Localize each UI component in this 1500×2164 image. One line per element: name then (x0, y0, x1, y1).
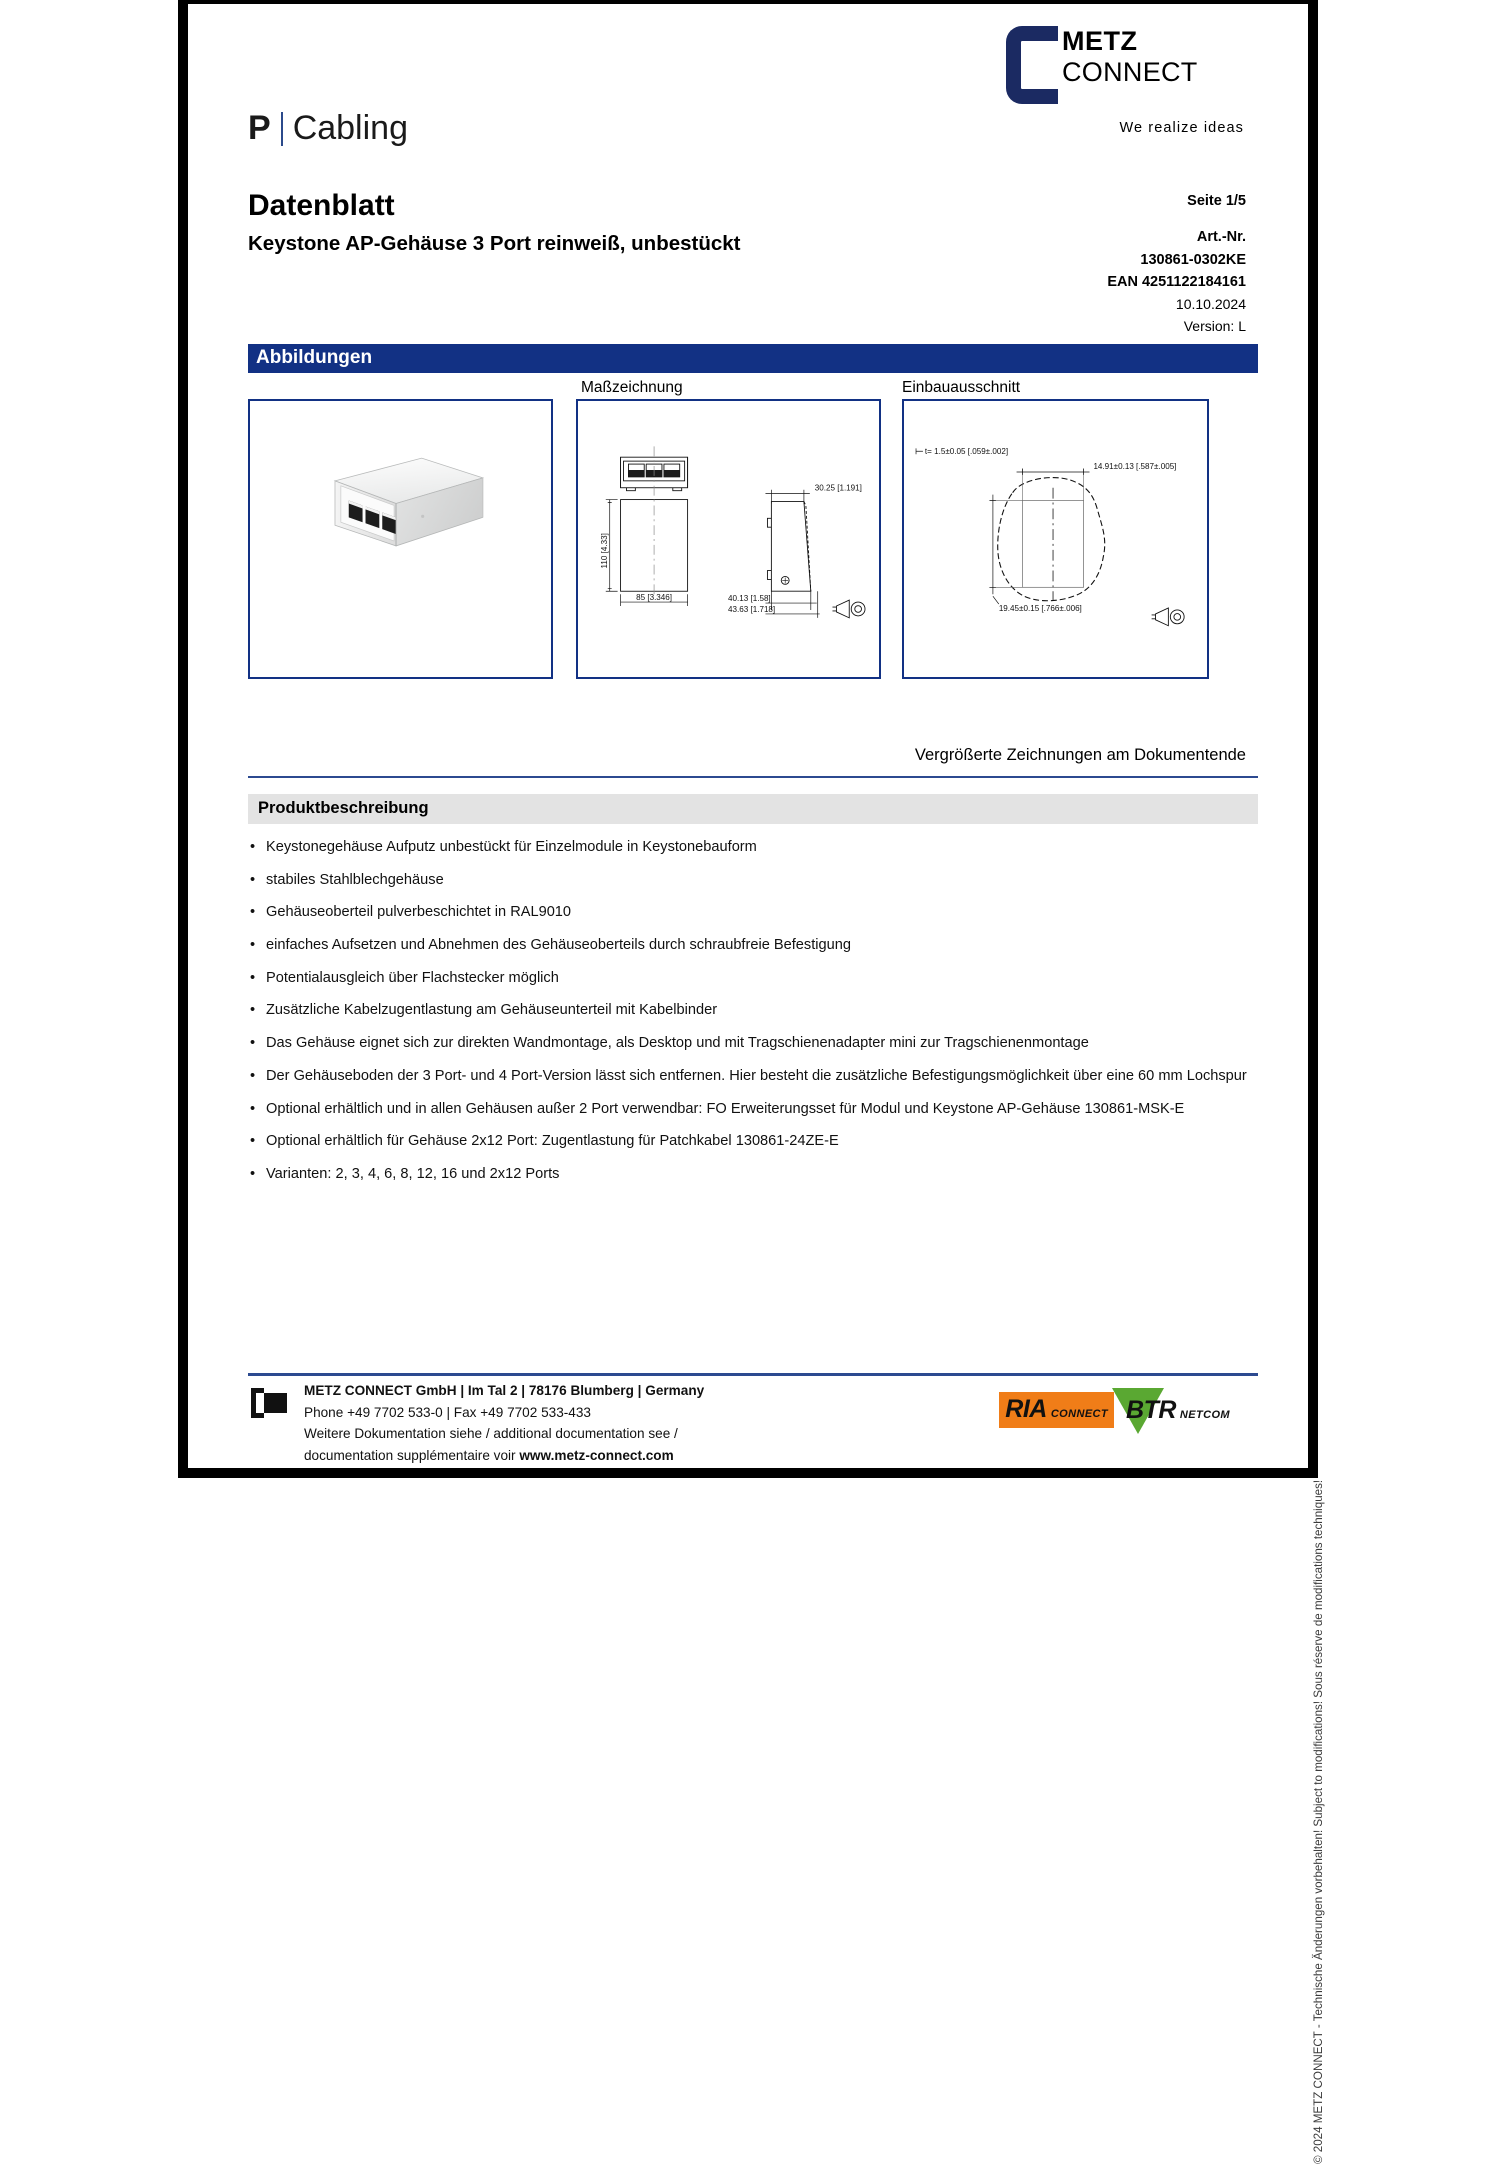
list-item (250, 1100, 1260, 1120)
list-item (250, 1132, 1260, 1152)
product-line-divider (281, 112, 283, 146)
dim-cutout-height-label: 19.45±0.15 [.766±.006] (998, 603, 1082, 613)
bullet-marker: • (250, 1035, 256, 1052)
page-sheet (188, 4, 1325, 2164)
bullet-marker: • (250, 1002, 256, 1019)
logo-c-mark (1006, 26, 1058, 104)
page-subtitle: Keystone AP-Gehäuse 3 Port reinweiß, unbestückt (248, 232, 741, 255)
datasheet-page (178, 0, 1325, 2164)
footer-website-link[interactable]: www.metz-connect.com (519, 1447, 674, 1463)
footer-company-line: METZ CONNECT GmbH | Im Tal 2 | 78176 Blumberg | Germany (304, 1383, 705, 1399)
product-line-letter: P (248, 109, 271, 147)
page-number-label: Seite 1/5 (1187, 193, 1246, 209)
figure-product-photo (248, 399, 553, 679)
dim-width-label: 85 [3.346] (636, 593, 673, 603)
list-item (250, 838, 1260, 858)
bullet-marker: • (250, 904, 256, 921)
bullet-marker: • (250, 969, 256, 986)
footer-phone-line: Phone +49 7702 533-0 | Fax +49 7702 533-433 (304, 1404, 591, 1420)
btr-logo-text: BTR (1126, 1395, 1176, 1424)
product-line-name: Cabling (292, 109, 408, 147)
divider-blue (248, 776, 1258, 778)
document-meta (1107, 190, 1246, 337)
figure-cutout-drawing (902, 399, 1209, 679)
footer-docs-prefix: documentation supplémentaire voir (304, 1447, 520, 1463)
bullet-marker: • (250, 871, 256, 888)
bullet-marker: • (250, 1133, 256, 1150)
dim-thickness-label: t= 1.5±0.05 [.059±.002] (924, 447, 1009, 457)
bullet-text: Varianten: 2, 3, 4, 6, 8, 12, 16 und 2x12 Ports (266, 1165, 560, 1182)
page-title: Datenblatt (248, 189, 395, 222)
btr-logo-subtext: NETCOM (1179, 1408, 1230, 1421)
metz-bracket-icon (248, 1386, 290, 1420)
list-item (250, 1165, 1260, 1185)
dim-depth-top-label: 30.25 [1.191] (814, 483, 862, 493)
product-photo-svg (250, 401, 551, 677)
ria-logo-text: RIA (1005, 1395, 1047, 1424)
figure-dimension-drawing (576, 399, 881, 679)
meta-spacer (1107, 212, 1246, 226)
list-item (250, 903, 1260, 923)
dim-cutout-width-label: 14.91±0.13 [.587±.005] (1093, 462, 1177, 472)
dim-height-label: 110 [4.33] (599, 533, 609, 569)
bullet-marker: • (250, 839, 256, 855)
dim-depth-mid-label: 40.13 [1.58] (728, 594, 771, 604)
bullet-text: Das Gehäuse eignet sich zur direkten Wandmontage, als Desktop und mit Tragschienenadapter mini zur Tragschienenmontage (266, 1035, 1089, 1052)
description-bullet-list (250, 838, 1260, 1198)
list-item (250, 969, 1260, 989)
logo-metz-text: METZ (1062, 26, 1138, 56)
list-item (250, 1034, 1260, 1054)
bullet-text: Gehäuseoberteil pulverbeschichtet in RAL9010 (266, 904, 572, 921)
list-item (250, 1067, 1260, 1087)
bullet-text: stabiles Stahlblechgehäuse (266, 871, 444, 888)
anchor-icon-2 (1152, 608, 1185, 626)
product-line-banner (248, 109, 408, 148)
cutout-drawing-svg (904, 401, 1207, 677)
bullet-text: Optional erhältlich und in allen Gehäusen außer 2 Port verwendbar: FO Erweiterungsset für Modul und Keystone AP-Gehäuse 130861-MSK-E (266, 1100, 1185, 1117)
bullet-marker: • (250, 1165, 256, 1182)
article-number-label: Art.-Nr. (1196, 229, 1246, 246)
enlarged-drawings-note: Vergrößerte Zeichnungen am Dokumentende (914, 746, 1246, 764)
bullet-text: Keystonegehäuse Aufputz unbestückt für Einzelmodule in Keystonebauform (266, 839, 757, 855)
list-item (250, 936, 1260, 956)
dimension-drawing-svg (578, 401, 879, 677)
footer-address-block (304, 1380, 704, 1466)
bullet-marker: • (250, 1100, 256, 1117)
metz-connect-logo (1006, 26, 1246, 136)
logo-slogan: We realize ideas (1119, 120, 1244, 136)
btr-netcom-logo (1126, 1396, 1230, 1425)
footer-docs-line: Weitere Dokumentation siehe / additional documentation see / (304, 1426, 678, 1442)
anchor-icon (832, 600, 865, 618)
metz-bracket-svg (248, 1386, 290, 1420)
footer-divider (248, 1373, 1258, 1376)
ria-connect-logo (999, 1392, 1114, 1428)
bullet-marker: • (250, 937, 256, 954)
section-header-description: Produktbeschreibung (248, 794, 1258, 824)
ean-value: EAN 4251122184161 (1107, 274, 1246, 291)
vertical-copyright-notice: © 2024 METZ CONNECT - Technische Änderungen vorbehalten! Subject to modifications! Sous réserve de modifications techniques! (1312, 1479, 1325, 2164)
figure-caption-masszeichnung: Maßzeichnung (581, 379, 683, 396)
dim-depth-base-label: 43.63 [1.718] (728, 604, 776, 614)
bullet-marker: • (250, 1067, 256, 1084)
bullet-text: Potentialausgleich über Flachstecker möglich (266, 969, 559, 986)
bullet-text: Optional erhältlich für Gehäuse 2x12 Port: Zugentlastung für Patchkabel 130861-24ZE-E (266, 1133, 839, 1150)
bullet-text: Zusätzliche Kabelzugentlastung am Gehäuseunterteil mit Kabelbinder (266, 1002, 718, 1019)
list-item (250, 871, 1260, 891)
figure-caption-einbauausschnitt: Einbauausschnitt (902, 379, 1021, 396)
document-version: Version: L (1183, 317, 1246, 334)
document-date: 10.10.2024 (1175, 295, 1246, 312)
footer-docs-line-fr (304, 1445, 704, 1466)
article-number-value: 130861-0302KE (1140, 251, 1246, 268)
bullet-text: Der Gehäuseboden der 3 Port- und 4 Port-Version lässt sich entfernen. Hier besteht die zusätzliche Befestigungsmöglichkeit über eine 60 mm Lochspur (266, 1067, 1247, 1084)
page-footer (248, 1380, 1258, 1466)
section-header-figures: Abbildungen (248, 344, 1258, 373)
logo-connect-text: CONNECT (1062, 57, 1198, 87)
partner-logos (999, 1392, 1258, 1428)
bullet-text: einfaches Aufsetzen und Abnehmen des Gehäuseoberteils durch schraubfreie Befestigung (266, 937, 851, 954)
list-item (250, 1001, 1260, 1021)
ria-logo-subtext: CONNECT (1050, 1408, 1109, 1421)
